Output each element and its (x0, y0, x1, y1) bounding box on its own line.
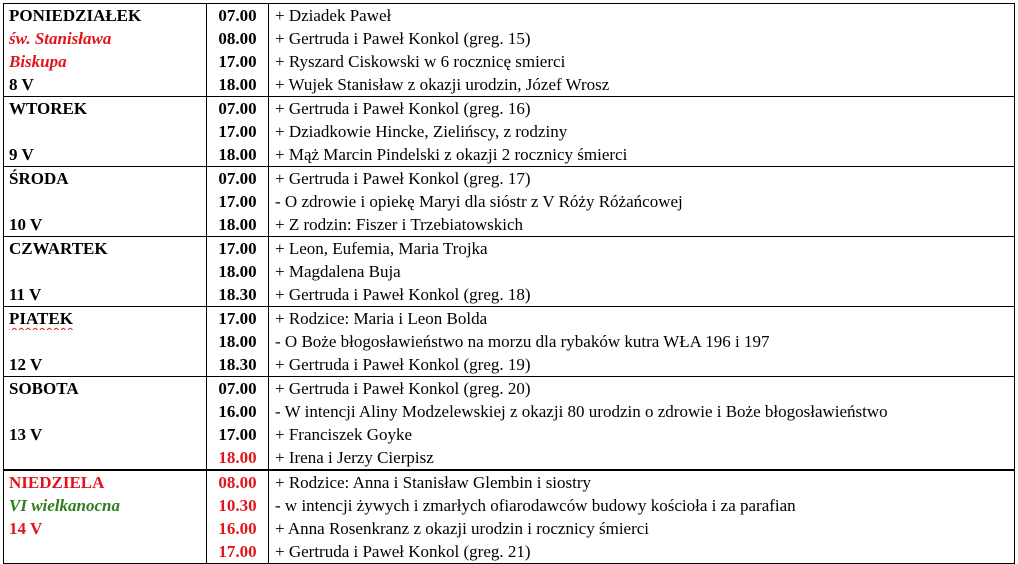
intention: + Gertruda i Paweł Konkol (greg. 21) (275, 542, 531, 561)
mass-time: 08.00 (218, 473, 257, 492)
feast-line: św. Stanisława (9, 29, 112, 48)
time-cell (207, 4, 269, 97)
intention: + Irena i Jerzy Cierpisz (275, 448, 434, 467)
day-row-tuesday (4, 97, 1015, 167)
mass-time: 18.00 (218, 215, 257, 234)
mass-time: 18.00 (218, 75, 257, 94)
intention: + Dziadek Paweł (275, 6, 392, 25)
mass-intentions-table (3, 3, 1015, 564)
day-date: 11 V (9, 285, 42, 304)
day-name: CZWARTEK (9, 239, 108, 258)
intention: - W intencji Aliny Modzelewskiej z okazji 80 urodzin o zdrowie i Boże błogosławieństwo (275, 402, 888, 421)
day-name: WTOREK (9, 99, 88, 118)
intention-cell (269, 377, 1015, 471)
mass-time: 07.00 (218, 379, 257, 398)
spacer-line (4, 330, 206, 353)
intention: - O zdrowie i opiekę Maryi dla sióstr z V Róży Różańcowej (275, 192, 683, 211)
spacer-line (4, 260, 206, 283)
intention: + Anna Rosenkranz z okazji urodzin i rocznicy śmierci (275, 519, 650, 538)
mass-time: 17.00 (218, 425, 257, 444)
intention-cell (269, 4, 1015, 97)
day-date: 13 V (9, 425, 43, 444)
day-row-wednesday (4, 167, 1015, 237)
intention: + Mąż Marcin Pindelski z okazji 2 rocznicy śmierci (275, 145, 628, 164)
intention: + Gertruda i Paweł Konkol (greg. 16) (275, 99, 531, 118)
mass-time: 07.00 (218, 6, 257, 25)
day-date: 8 V (9, 75, 34, 94)
mass-time: 18.00 (218, 145, 257, 164)
intention: + Wujek Stanisław z okazji urodzin, Józef Wrosz (275, 75, 610, 94)
day-name: NIEDZIELA (9, 473, 105, 492)
intention: + Gertruda i Paweł Konkol (greg. 20) (275, 379, 531, 398)
intention-cell (269, 470, 1015, 564)
day-date: 12 V (9, 355, 43, 374)
feast-line: Biskupa (9, 52, 67, 71)
intention: + Gertruda i Paweł Konkol (greg. 15) (275, 29, 531, 48)
mass-time: 17.00 (218, 309, 257, 328)
mass-time: 17.00 (218, 239, 257, 258)
intention: + Z rodzin: Fiszer i Trzebiatowskich (275, 215, 524, 234)
mass-time: 17.00 (218, 192, 257, 211)
day-cell (4, 97, 207, 167)
intention: - O Boże błogosławieństwo na morzu dla rybaków kutra WŁA 196 i 197 (275, 332, 770, 351)
spacer-line (4, 446, 206, 469)
intention: + Gertruda i Paweł Konkol (greg. 18) (275, 285, 531, 304)
time-cell (207, 377, 269, 471)
day-name: SOBOTA (9, 379, 79, 398)
day-name: PIATEK (9, 309, 73, 328)
day-cell (4, 4, 207, 97)
mass-time: 08.00 (218, 29, 257, 48)
day-date: 9 V (9, 145, 34, 164)
day-row-monday (4, 4, 1015, 97)
mass-time: 17.00 (218, 542, 257, 561)
intention: + Gertruda i Paweł Konkol (greg. 19) (275, 355, 531, 374)
day-cell (4, 237, 207, 307)
mass-time: 17.00 (218, 52, 257, 71)
intention-cell (269, 237, 1015, 307)
time-cell (207, 97, 269, 167)
intention-cell (269, 167, 1015, 237)
intention: + Dziadkowie Hincke, Zielińscy, z rodziny (275, 122, 568, 141)
mass-time: 16.00 (218, 402, 257, 421)
day-cell (4, 470, 207, 564)
mass-time: 18.30 (218, 285, 257, 304)
intention: + Rodzice: Anna i Stanisław Glembin i siostry (275, 473, 592, 492)
mass-time: 07.00 (218, 169, 257, 188)
day-cell (4, 307, 207, 377)
spacer-line (4, 190, 206, 213)
spacer-line (4, 400, 206, 423)
intention: + Franciszek Goyke (275, 425, 413, 444)
time-cell (207, 307, 269, 377)
mass-time: 18.00 (218, 448, 257, 467)
intention: + Ryszard Ciskowski w 6 rocznicę smierci (275, 52, 566, 71)
mass-time: 07.00 (218, 99, 257, 118)
day-row-thursday (4, 237, 1015, 307)
time-cell (207, 470, 269, 564)
intention: + Gertruda i Paweł Konkol (greg. 17) (275, 169, 531, 188)
mass-time: 10.30 (218, 496, 257, 515)
day-cell (4, 377, 207, 471)
day-date: 10 V (9, 215, 43, 234)
mass-time: 18.30 (218, 355, 257, 374)
intention: + Rodzice: Maria i Leon Bolda (275, 309, 488, 328)
time-cell (207, 167, 269, 237)
feast-line: VI wielkanocna (9, 496, 120, 515)
day-date: 14 V (9, 519, 43, 538)
day-name: PONIEDZIAŁEK (9, 6, 142, 25)
intention-cell (269, 307, 1015, 377)
time-cell (207, 237, 269, 307)
day-row-saturday (4, 377, 1015, 471)
mass-time: 16.00 (218, 519, 257, 538)
spacer-line (4, 540, 206, 563)
intention: - w intencji żywych i zmarłych ofiarodawców budowy kościoła i za parafian (275, 496, 796, 515)
mass-time: 18.00 (218, 262, 257, 281)
spacer-line (4, 120, 206, 143)
intention: + Leon, Eufemia, Maria Trojka (275, 239, 488, 258)
mass-time: 18.00 (218, 332, 257, 351)
day-row-sunday (4, 470, 1015, 564)
mass-time: 17.00 (218, 122, 257, 141)
intention-cell (269, 97, 1015, 167)
intention: + Magdalena Buja (275, 262, 401, 281)
day-cell (4, 167, 207, 237)
day-row-friday (4, 307, 1015, 377)
day-name: ŚRODA (9, 169, 69, 188)
